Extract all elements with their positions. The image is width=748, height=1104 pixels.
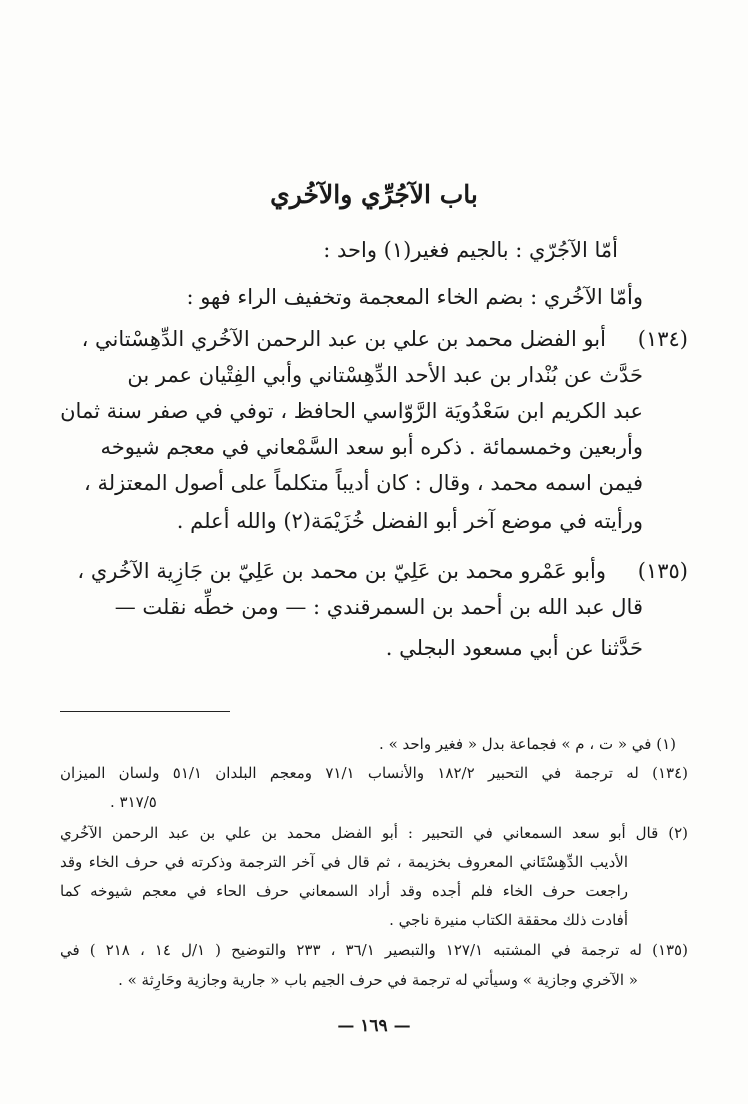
footnote-line: (١٣٤) له ترجمة في التحبير ١٨٢/٢ والأنساب ٧١/١ ومعجم البلدان ٥١/١ ولسان الميزان	[60, 764, 688, 782]
entry-number: (١٣٤)	[637, 327, 688, 351]
footnote-line: (١٣٥) له ترجمة في المشتبه ١٢٧/١ والتبصير ٣٦/١ ، ٢٣٣ والتوضيح ( ١/ل ١٤ ، ٢١٨ ) في	[60, 941, 688, 959]
body-line: عبد الكريم ابن سَعْدُويَة الرَّوّاسي الحافظ ، توفي في صفر سنة ثمان	[60, 399, 643, 423]
entry-number: (١٣٥)	[637, 559, 688, 583]
body-line: ورأيته في موضع آخر أبو الفضل خُزَيْمَة(٢) والله أعلم .	[176, 509, 643, 533]
body-line: وأبو عَمْرو محمد بن عَلِيّ بن محمد بن عَلِيّ بن جَازِية الآخُري ،	[77, 559, 606, 583]
body-line: فيمن اسمه محمد ، وقال : كان أديباً متكلماً على أصول المعتزلة ،	[84, 471, 643, 495]
footnote-line: راجعت حرف الخاء فلم أجده وقد أراد السمعاني حرف الحاء في معجم شيوخه كما	[60, 882, 628, 900]
footnote-line: « الآخري وجازية » وسيأتي له ترجمة في حرف الجيم باب « جارية وجازية وحَارِثة » .	[118, 971, 638, 989]
footnote-line: (٢) قال أبو سعد السمعاني في التحبير : أبو الفضل محمد بن علي بن عبد الرحمن الآخُري	[60, 824, 688, 842]
body-line: وأمّا الآخُري : بضم الخاء المعجمة وتخفيف الراء فهو :	[186, 285, 643, 309]
body-line: حَدَّثنا عن أبي مسعود البجلي .	[385, 636, 643, 660]
body-line: قال عبد الله بن أحمد بن السمرقندي : — ومن خطِّه نقلت —	[114, 595, 643, 619]
footnote-line: (١) في « ت ، م » فجماعة بدل « فغير واحد » .	[379, 735, 676, 753]
body-line: حَدَّث عن بُنْدار بن عبد الأحد الدِّهِسْتاني وأبي الفِتْيان عمر بن	[127, 363, 643, 387]
chapter-title: باب الآجُرِّي والآخُري	[270, 180, 478, 209]
footnote-divider	[60, 711, 230, 712]
footnote-line: الأديب الدِّهِسْتَاني المعروف بخزيمة ، ثم قال في آخر الترجمة وذكرته في حرف الخاء وقد	[60, 853, 628, 871]
body-line: وأربعين وخمسمائة . ذكره أبو سعد السَّمْعاني في معجم شيوخه	[100, 435, 643, 459]
footnote-line: أفادت ذلك محققة الكتاب منيرة ناجي .	[389, 911, 628, 929]
footnote-line: ٣١٧/٥ .	[110, 793, 157, 811]
body-line: أبو الفضل محمد بن علي بن عبد الرحمن الآخُري الدِّهِسْتاني ،	[81, 327, 606, 351]
body-line: أمّا الآجُرّي : بالجيم فغير(١) واحد :	[323, 238, 618, 262]
page-number: — ١٦٩ —	[337, 1016, 411, 1036]
